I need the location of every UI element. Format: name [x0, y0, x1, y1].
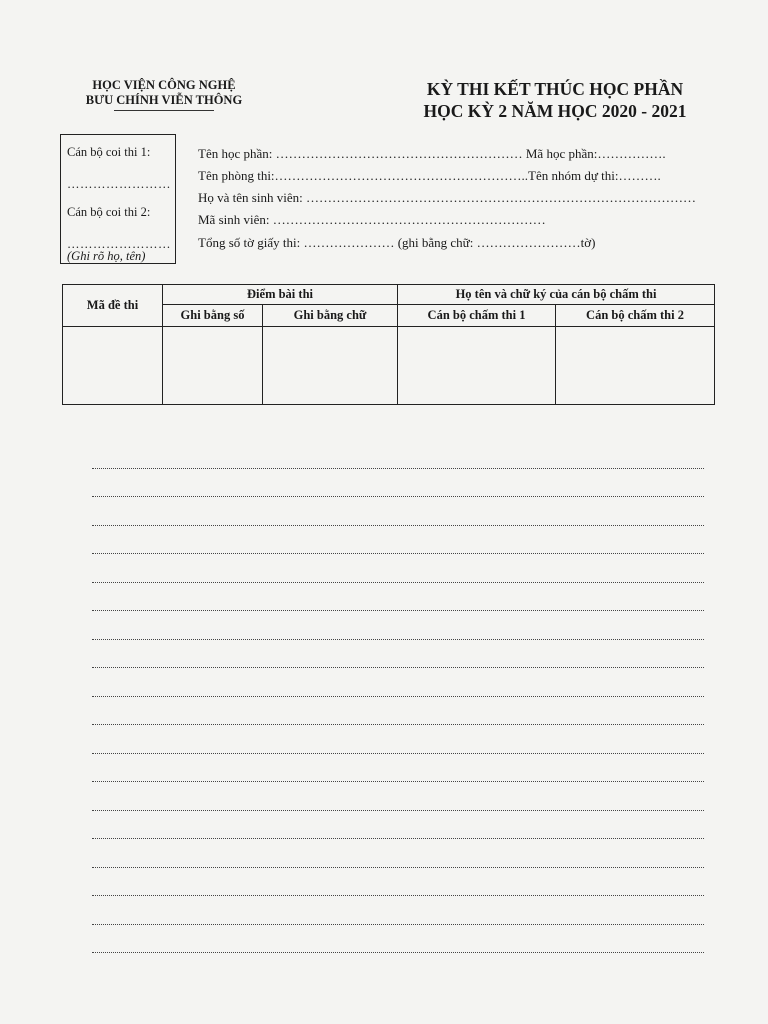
writing-line[interactable]: [92, 554, 704, 583]
grader-1-cell[interactable]: [398, 327, 556, 405]
writing-line[interactable]: [92, 839, 704, 868]
room-field[interactable]: Tên phòng thi:…………………………………………………..Tên nhóm dự thi:……….: [198, 168, 661, 183]
institution-line-1: HỌC VIỆN CÔNG NGHỆ: [92, 78, 236, 92]
exam-code-cell[interactable]: [63, 327, 163, 405]
grader-2-cell[interactable]: [556, 327, 715, 405]
exam-title-line-1: KỲ THI KẾT THÚC HỌC PHẦN: [426, 79, 684, 99]
writing-line[interactable]: [92, 782, 704, 811]
proctor-1-label: Cán bộ coi thi 1:: [67, 145, 151, 159]
exam-code-header: Mã đề thi: [63, 285, 163, 327]
score-number-cell[interactable]: [163, 327, 263, 405]
answer-writing-area[interactable]: [92, 440, 704, 953]
student-name-field[interactable]: Họ và tên sinh viên: ………………………………………………………………………………: [198, 190, 696, 205]
score-words-cell[interactable]: [263, 327, 398, 405]
proctor-1-field[interactable]: ……………………: [67, 177, 171, 191]
writing-line[interactable]: [92, 868, 704, 897]
writing-line[interactable]: [92, 896, 704, 925]
proctor-2-label: Cán bộ coi thi 2:: [67, 205, 151, 219]
writing-line[interactable]: [92, 583, 704, 612]
score-group-header: Điểm bài thi: [163, 285, 398, 305]
writing-line[interactable]: [92, 640, 704, 669]
writing-line[interactable]: [92, 526, 704, 555]
writing-line[interactable]: [92, 668, 704, 697]
score-table: [62, 284, 715, 405]
writing-line[interactable]: [92, 754, 704, 783]
exam-title-line-2: HỌC KỲ 2 NĂM HỌC 2020 - 2021: [423, 101, 687, 121]
writing-line[interactable]: [92, 440, 704, 469]
grader-group-header: Họ tên và chữ ký của cán bộ chấm thi: [398, 285, 715, 305]
score-number-header: Ghi bằng số: [163, 305, 263, 327]
student-id-field[interactable]: Mã sinh viên: ………………………………………………………: [198, 212, 546, 227]
proctor-2-field[interactable]: ……………………: [67, 237, 171, 251]
proctor-box: [60, 134, 176, 264]
score-words-header: Ghi bằng chữ: [263, 305, 398, 327]
writing-line[interactable]: [92, 697, 704, 726]
writing-line[interactable]: [92, 925, 704, 954]
exam-title: [400, 78, 710, 122]
proctor-note: (Ghi rõ họ, tên): [67, 249, 146, 263]
writing-line[interactable]: [92, 811, 704, 840]
writing-line[interactable]: [92, 497, 704, 526]
writing-line[interactable]: [92, 725, 704, 754]
grader-1-header: Cán bộ chấm thi 1: [398, 305, 556, 327]
sheet-count-field[interactable]: Tổng số tờ giấy thi: ………………… (ghi bằng chữ: ……………………tờ): [198, 235, 596, 250]
course-name-field[interactable]: Tên học phần: ………………………………………………… Mã học phần:…………….: [198, 146, 666, 161]
institution-underline: [114, 110, 214, 111]
institution-name: [64, 78, 264, 111]
writing-line[interactable]: [92, 611, 704, 640]
grader-2-header: Cán bộ chấm thi 2: [556, 305, 715, 327]
writing-line[interactable]: [92, 469, 704, 498]
institution-line-2: BƯU CHÍNH VIỄN THÔNG: [85, 93, 243, 107]
